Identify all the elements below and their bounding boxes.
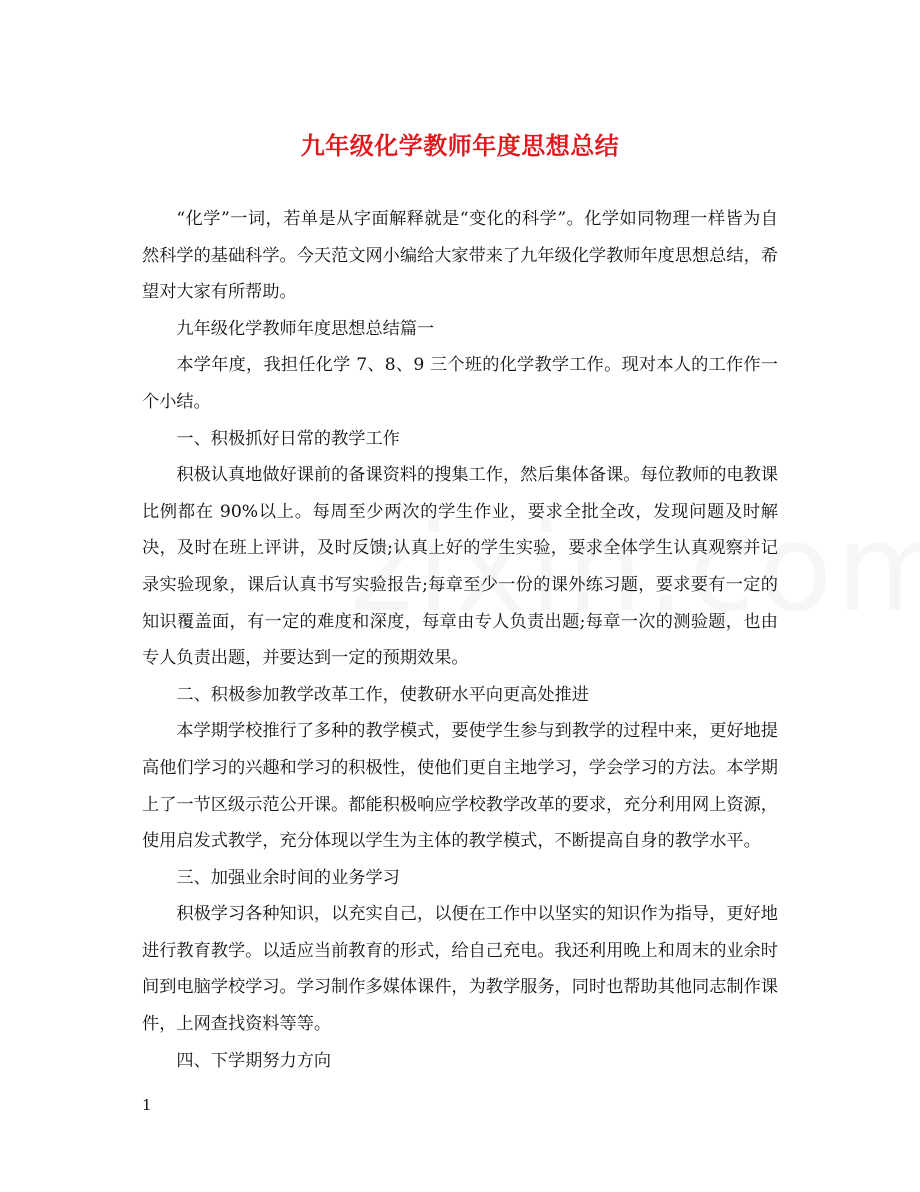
page-number: 1	[142, 1096, 152, 1114]
intro-paragraph: “化学”一词，若单是从字面解释就是“变化的科学”。化学如同物理一样皆为自然科学的基础科学。今天范文网小编给大家带来了九年级化学教师年度思想总结，希望对大家有所帮助。	[142, 209, 778, 303]
paragraph-teaching-reform: 本学期学校推行了多种的教学模式，要使学生参与到教学的过程中来，更好地提高他们学习的兴趣和学习的积极性，使他们更自主地学习，学会学习的方法。本学期上了一节区级示范公开课。都能积极响应学校教学改革的要求，充分利用网上资源，使用启发式教学，充分体现以学生为主体的教学模式，不断提高自身的教学水平。	[142, 721, 778, 852]
document-body	[142, 201, 778, 1079]
paragraph-overview: 本学年度，我担任化学 7、8、9 三个班的化学教学工作。现对本人的工作作一个小结。	[142, 355, 778, 412]
paragraph-professional-study: 积极学习各种知识，以充实自己，以便在工作中以坚实的知识作为指导，更好地进行教育教学。以适应当前教育的形式，给自己充电。我还利用晚上和周末的业余时间到电脑学校学习。学习制作多媒体课件，为教学服务，同时也帮助其他同志制作课件，上网查找资料等等。	[142, 904, 778, 1035]
heading-next-semester: 四、下学期努力方向	[176, 1050, 332, 1071]
document-title: 九年级化学教师年度思想总结	[300, 131, 620, 160]
paragraph-daily-teaching: 积极认真地做好课前的备课资料的搜集工作，然后集体备课。每位教师的电教课比例都在 90%以上。每周至少两次的学生作业，要求全批全改，发现问题及时解决，及时在班上评讲，及时反馈;认真上好的学生实验，要求全体学生认真观察并记录实验现象，课后认真书写实验报告;每章至少一份的课外练习题，要求要有一定的知识覆盖面，有一定的难度和深度，每章由专人负责出题;每章一次的测验题，也由专人负责出题，并要达到一定的预期效果。	[142, 465, 778, 669]
section-heading-part-one: 九年级化学教师年度思想总结篇一	[176, 318, 435, 339]
heading-professional-study: 三、加强业余时间的业务学习	[176, 867, 400, 888]
heading-daily-teaching: 一、积极抓好日常的教学工作	[176, 428, 400, 449]
heading-teaching-reform: 二、积极参加教学改革工作，使教研水平向更高处推进	[176, 684, 589, 705]
